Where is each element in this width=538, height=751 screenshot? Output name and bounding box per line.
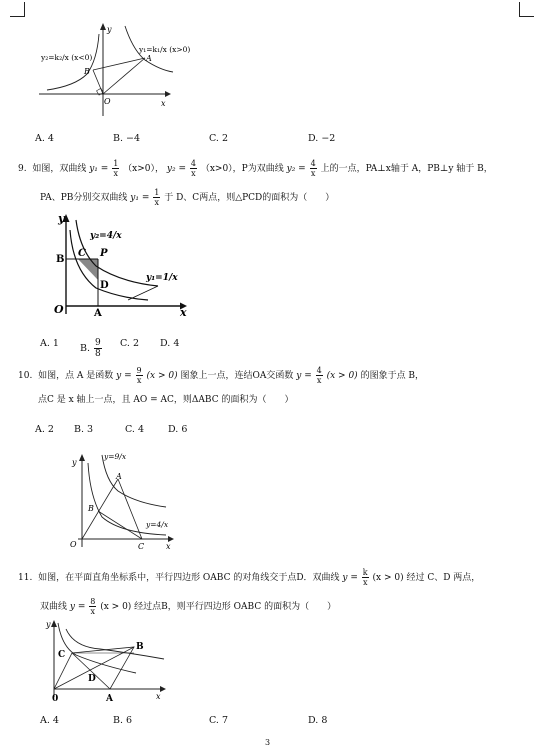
q8-label-O: O	[104, 97, 111, 106]
crop-mark-top-left	[10, 2, 25, 17]
q11-question-line1: 11. 如图，在平面直角坐标系中，平行四边形 OABC 的对角线交于点D．双曲线 y = $\frac{k}{x}$ (x > 0) 经过 C、D 两点，	[18, 568, 481, 587]
q9-label-B: B	[56, 254, 65, 265]
q10-option-d[interactable]: D. 6	[168, 424, 188, 435]
q11-label-A: A	[106, 694, 113, 704]
q8-label-x: x	[161, 99, 166, 108]
q11-option-a[interactable]: A. 4	[40, 715, 59, 726]
q11-label-C: C	[58, 650, 66, 660]
q11-label-D: D	[88, 674, 96, 684]
q11-option-c[interactable]: C. 7	[209, 715, 229, 726]
q8-option-c[interactable]: C. 2	[209, 133, 229, 144]
q9-label-D: D	[100, 280, 109, 291]
q8-label-y: y	[107, 25, 112, 34]
page-number: 3	[265, 738, 271, 747]
q10-label-A: A	[116, 472, 122, 481]
q8-label-A: A	[146, 54, 152, 63]
q10-label-f2: y=4/x	[146, 520, 169, 529]
q11-label-B: B	[136, 642, 144, 652]
q8-option-b[interactable]: B. −4	[113, 133, 141, 144]
q9-label-P: P	[100, 248, 108, 259]
q8-graph	[35, 18, 191, 118]
q9-label-y: y	[58, 212, 65, 225]
q9-option-a[interactable]: A. 1	[40, 338, 59, 349]
q10-question-line1: 10. 如图，点 A 是函数 y = $\frac{9}{x}$ (x > 0) 图象上一点，连结OA交函数 y = $\frac{4}{x}$ (x > 0) 的图象于点 B，	[18, 366, 425, 385]
q8-option-d[interactable]: D. −2	[308, 133, 336, 144]
q10-question-line2: 点C 是 x 轴上一点，且 AO = AC，则ΔABC 的面积为（ ）	[38, 395, 294, 405]
q10-label-C: C	[138, 542, 145, 551]
q9-label-C: C	[78, 248, 86, 259]
q9-graph	[40, 210, 190, 319]
q9-label-y2: y₂=4/x	[90, 231, 122, 241]
q8-label-y1: y₁=k₁/x (x>0)	[139, 45, 191, 54]
q11-number: 11.	[18, 573, 33, 583]
q8-option-a[interactable]: A. 4	[35, 133, 54, 144]
crop-mark-top-right	[519, 2, 534, 17]
q10-option-a[interactable]: A. 2	[35, 424, 54, 435]
q9-option-d[interactable]: D. 4	[160, 338, 180, 349]
q9-option-b[interactable]: B. $\frac{9}{8}$	[80, 338, 101, 359]
q11-graph	[40, 617, 170, 707]
q8-label-y2: y₂=k₂/x (x<0)	[41, 53, 93, 62]
q10-label-x: x	[166, 542, 171, 551]
q9-number: 9.	[18, 164, 27, 174]
q11-option-b[interactable]: B. 6	[113, 715, 133, 726]
q10-option-c[interactable]: C. 4	[125, 424, 145, 435]
q10-option-b[interactable]: B. 3	[74, 424, 94, 435]
q11-option-d[interactable]: D. 8	[308, 715, 328, 726]
q9-label-x: x	[180, 306, 187, 319]
q9-question-line1: 9. 如图，双曲线 y₁ = $\frac{1}{x}$ （x>0）， y₂ = $\frac{4}{x}$ （x>0），P为双曲线 y₂ = $\frac{4}{x}$ 上的一点，PA⊥x轴于 A，PB⊥y 轴于 B，	[18, 159, 493, 178]
q10-label-y: y	[72, 458, 77, 467]
q9-label-O: O	[54, 303, 64, 316]
q10-number: 10.	[18, 371, 33, 381]
q9-label-A: A	[94, 308, 102, 319]
q11-label-y: y	[46, 620, 51, 629]
q11-label-O: 0	[52, 694, 59, 704]
q10-label-O: O	[70, 540, 77, 549]
q8-label-B: B	[84, 67, 90, 76]
q11-label-x: x	[156, 692, 161, 701]
q9-question-line2: PA、PB分别交双曲线 y₁ = $\frac{1}{x}$ 于 D、C两点，则△PCD的面积为（ ）	[40, 188, 335, 207]
q10-label-B: B	[88, 504, 94, 513]
q9-option-c[interactable]: C. 2	[120, 338, 140, 349]
q9-label-y1: y₁=1/x	[146, 273, 178, 283]
q11-question-line2: 双曲线 y = $\frac{8}{x}$ (x > 0) 经过点B，则平行四边形 OABC 的面积为（ ）	[40, 597, 337, 616]
q10-graph	[66, 443, 176, 553]
q10-label-f1: y=9/x	[104, 452, 127, 461]
